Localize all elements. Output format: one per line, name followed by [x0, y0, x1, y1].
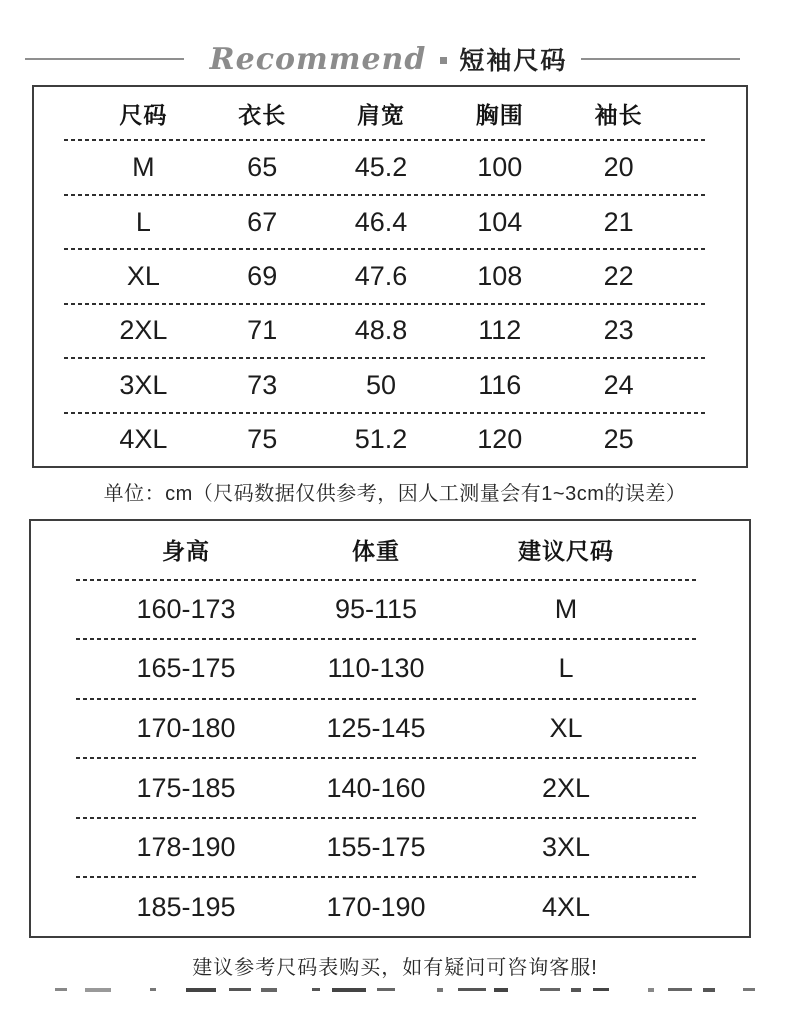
- table-row: [31, 819, 749, 877]
- table-cell: XL: [549, 713, 583, 744]
- table-cell: 112: [478, 315, 522, 346]
- table-cell: 45.2: [354, 152, 408, 183]
- garment-size-table: [32, 85, 748, 468]
- table-cell: 22: [603, 260, 634, 291]
- table-cell: 71: [247, 315, 278, 346]
- table-cell: 108: [477, 260, 523, 291]
- recommend-script-label: Recommend: [209, 41, 427, 77]
- table-cell: 120: [477, 424, 523, 455]
- table-cell: 47.6: [354, 260, 408, 291]
- table-cell: 75: [247, 424, 278, 455]
- header-rule-left: [25, 58, 184, 60]
- table-cell: 116: [478, 369, 522, 400]
- table-cell: 3XL: [541, 832, 591, 863]
- square-bullet-icon: [440, 57, 447, 64]
- column-header: 胸围: [475, 101, 524, 128]
- table-cell: 104: [477, 206, 523, 237]
- table-cell: M: [132, 152, 155, 183]
- header-rule-right: [581, 58, 740, 60]
- table-cell: 46.4: [354, 206, 408, 237]
- table-row: [31, 878, 749, 936]
- table-row: [31, 581, 749, 639]
- unit-disclaimer-note: 单位：cm（尺码数据仅供参考，因人工测量会有1~3cm的误差）: [103, 483, 687, 505]
- table-cell: 73: [247, 369, 278, 400]
- section-header: [25, 36, 740, 82]
- table-cell: 4XL: [541, 891, 591, 922]
- table-cell: 23: [603, 315, 634, 346]
- table-cell: 69: [247, 260, 278, 291]
- height-weight-fit-table: [29, 519, 751, 938]
- table-row: [31, 640, 749, 698]
- table-cell: 185-195: [136, 891, 236, 922]
- column-header: 尺码: [119, 101, 168, 128]
- section-title: 短袖尺码: [459, 47, 568, 75]
- purchase-advice-note: 建议参考尺码表购买，如有疑问可咨询客服!: [192, 957, 598, 979]
- table-row: [34, 359, 746, 411]
- clipped-text-fragments: [55, 988, 755, 998]
- table-cell: 24: [603, 369, 634, 400]
- table-cell: 20: [603, 152, 634, 183]
- table-row: [34, 196, 746, 248]
- table-header-row: [34, 87, 746, 139]
- table-cell: 155-175: [326, 832, 426, 863]
- table-row: [34, 305, 746, 357]
- column-header: 建议尺码: [518, 538, 614, 565]
- table-cell: 21: [603, 206, 634, 237]
- table-cell: 95-115: [334, 593, 418, 624]
- table-cell: 125-145: [326, 713, 426, 744]
- column-header: 肩宽: [356, 101, 405, 128]
- table-cell: 48.8: [354, 315, 408, 346]
- table-cell: 50: [365, 369, 397, 400]
- column-header: 体重: [352, 538, 400, 565]
- table-row: [34, 414, 746, 466]
- table-row: [31, 759, 749, 817]
- table-row: [31, 700, 749, 758]
- table-cell: 3XL: [119, 369, 168, 400]
- table-cell: 2XL: [119, 315, 168, 346]
- table-cell: 165-175: [136, 653, 236, 684]
- table-cell: 178-190: [136, 832, 236, 863]
- table-cell: 2XL: [541, 772, 591, 803]
- table-cell: L: [135, 206, 151, 237]
- table-cell: M: [554, 593, 578, 624]
- table-cell: 67: [247, 206, 278, 237]
- table-cell: L: [558, 653, 574, 684]
- table-cell: XL: [126, 260, 160, 291]
- column-header: 身高: [162, 538, 210, 565]
- table-cell: 175-185: [136, 772, 236, 803]
- table-row: [34, 250, 746, 302]
- column-header: 衣长: [238, 101, 287, 128]
- table-cell: 170-180: [136, 713, 236, 744]
- column-header: 袖长: [594, 101, 643, 128]
- table-cell: 4XL: [119, 424, 168, 455]
- table-header-row: [31, 521, 749, 579]
- table-cell: 51.2: [354, 424, 408, 455]
- table-cell: 25: [603, 424, 634, 455]
- table-cell: 140-160: [326, 772, 426, 803]
- table-cell: 110-130: [327, 653, 425, 684]
- table-row: [34, 141, 746, 193]
- table-cell: 170-190: [326, 891, 426, 922]
- table-cell: 160-173: [136, 593, 236, 624]
- table-cell: 100: [477, 152, 523, 183]
- table-cell: 65: [247, 152, 278, 183]
